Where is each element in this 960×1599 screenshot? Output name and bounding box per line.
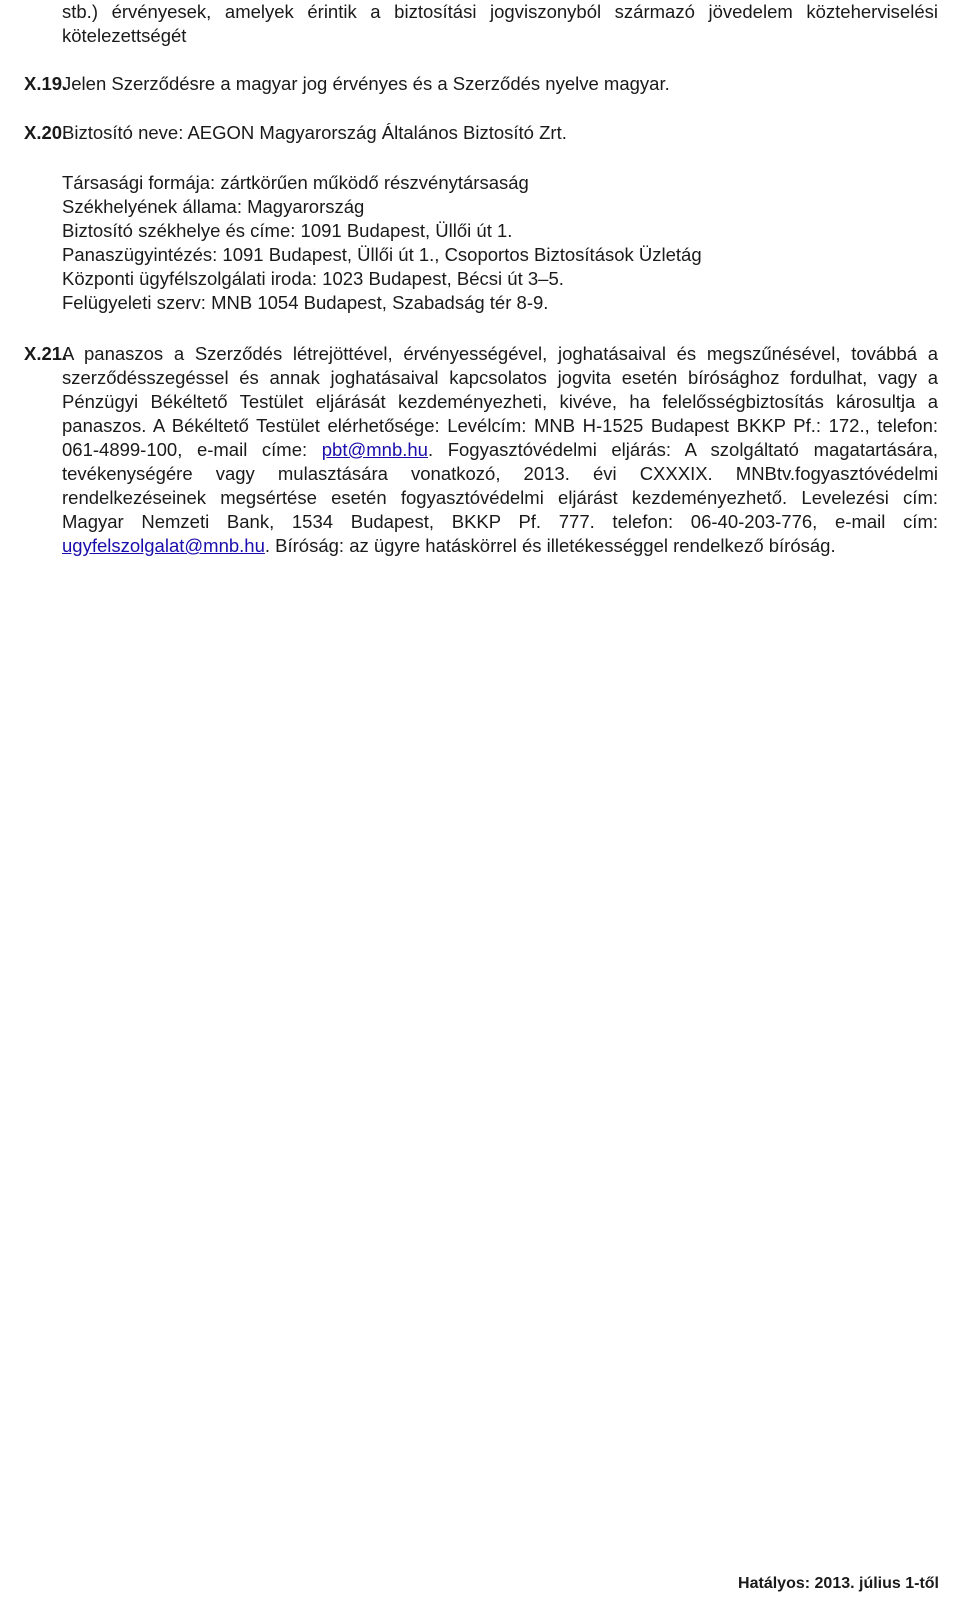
paragraph-continuation-text: stb.) érvényesek, amelyek érintik a biztosítási jogviszonyból származó jövedelem közteherviselési kötelezettségét <box>62 1 938 46</box>
footer-effective-date: Hatályos: 2013. július 1-től <box>738 1575 939 1592</box>
seat-address-line: Biztosító székhelye és címe: 1091 Budapest, Üllői út 1. <box>62 220 513 241</box>
paragraph-continuation <box>62 0 938 48</box>
section-number: X.20. <box>24 122 68 143</box>
section-text: Jelen Szerződésre a magyar jog érvényes és a Szerződés nyelve magyar. <box>62 73 670 94</box>
company-form-line: Társasági formája: zártkörűen működő részvénytársaság <box>62 172 529 193</box>
seat-country-line: Székhelyének állama: Magyarország <box>62 196 365 217</box>
customer-service-line: Központi ügyfélszolgálati iroda: 1023 Budapest, Bécsi út 3–5. <box>62 268 564 289</box>
email-link-ugyfelszolgalat[interactable]: ugyfelszolgalat@mnb.hu <box>62 535 265 556</box>
email-link-pbt[interactable]: pbt@mnb.hu <box>321 439 428 460</box>
section-text-part: A panaszos a Szerződés létrejöttével, érvényességével, joghatásaival és megszűnésével, továbbá a szerződésszegéssel és annak joghatásaival kapcsolatos jogvita esetén bírósághoz fordulhat, vagy a Pénzügyi Békéltető Testület eljárását kezdeményezheti, kivéve, ha felelősségbiztosítás károsultja a panaszos. A Békéltető Testület elérhetősége: Levélcím: MNB H-1525 Budapest BKKP Pf.: 172., telefon: 061-4899-100, e-mail címe: <box>62 343 938 460</box>
section-text-part: . Fogyasztóvédelmi eljárás: A szolgáltató magatartására, tevékenységére vagy mulasztására vonatkozó, 2013. évi CXXXIX. MNBtv.fogyasztóvédelmi rendelkezéseinek megsértése esetén fogyasztóvédelmi eljárást kezdeményezhető. Levelezési cím: Magyar Nemzeti Bank, 1534 Budapest, BKKP Pf. 777. telefon: 06-40-203-776, e-mail cím: <box>62 439 938 532</box>
section-number: X.21. <box>24 343 68 364</box>
insurer-name-line: Biztosító neve: AEGON Magyarország Általános Biztosító Zrt. <box>62 122 567 143</box>
section-text-part: . Bíróság: az ügyre hatáskörrel és illetékességgel rendelkező bíróság. <box>264 535 836 556</box>
insurer-details <box>62 171 938 315</box>
section-number: X.19. <box>24 73 68 94</box>
supervisory-authority-line: Felügyeleti szerv: MNB 1054 Budapest, Szabadság tér 8-9. <box>62 292 549 313</box>
complaints-address-line: Panaszügyintézés: 1091 Budapest, Üllői út 1., Csoportos Biztosítások Üzletág <box>62 244 702 265</box>
section-text <box>62 342 938 558</box>
